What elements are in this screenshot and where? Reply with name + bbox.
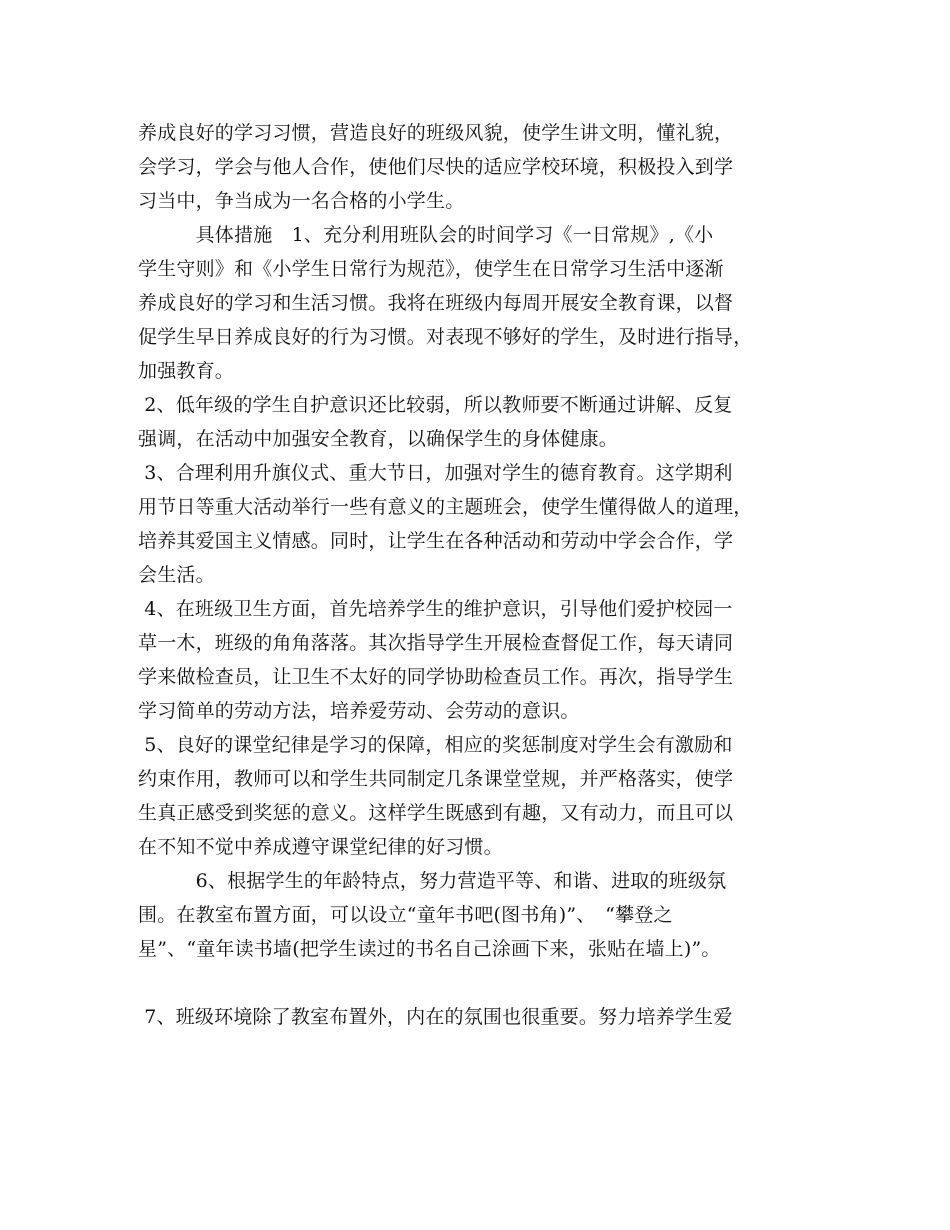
text-line: 围。在教室布置方面，可以设立“童年书吧(图书角)”、 “攀登之	[138, 904, 673, 926]
paragraph-gap	[138, 966, 838, 1000]
text-line: 养成良好的学习和生活习惯。我将在班级内每周开展安全教育课，以督	[138, 292, 734, 314]
text-line: 具体措施 1、充分利用班队会的时间学习《一日常规》,《小	[138, 224, 714, 246]
text-line: 用节日等重大活动举行一些有意义的主题班会，使学生懂得做人的道理，	[138, 496, 753, 518]
text-line: 5、良好的课堂纪律是学习的保障，相应的奖惩制度对学生会有激励和	[138, 734, 733, 756]
text-line: 培养其爱国主义情感。同时，让学生在各种活动和劳动中学会合作，学	[138, 530, 734, 552]
text-line: 6、根据学生的年龄特点，努力营造平等、和谐、进取的班级氛	[138, 870, 727, 892]
text-line: 在不知不觉中养成遵守课堂纪律的好习惯。	[138, 836, 503, 858]
text-line: 约束作用，教师可以和学生共同制定几条课堂堂规，并严格落实，使学	[138, 768, 734, 790]
text-line: 草一木，班级的角角落落。其次指导学生开展检查督促工作，每天请同	[138, 632, 734, 654]
text-line: 加强教育。	[138, 360, 235, 382]
document-body	[138, 116, 838, 1034]
text-line: 3、合理利用升旗仪式、重大节日，加强对学生的德育教育。这学期利	[138, 462, 733, 484]
text-line: 7、班级环境除了教室布置外，内在的氛围也很重要。努力培养学生爱	[138, 1006, 733, 1028]
text-line: 星”、“童年读书墙(把学生读过的书名自己涂画下来，张贴在墙上)”。	[138, 938, 721, 960]
text-line: 会学习，学会与他人合作，使他们尽快的适应学校环境，积极投入到学	[138, 156, 734, 178]
text-line: 2、低年级的学生自护意识还比较弱，所以教师要不断通过讲解、反复	[138, 394, 733, 416]
text-line: 促学生早日养成良好的行为习惯。对表现不够好的学生，及时进行指导，	[138, 326, 753, 348]
text-line: 养成良好的学习习惯，营造良好的班级风貌，使学生讲文明，懂礼貌，	[138, 122, 734, 144]
text-line: 会生活。	[138, 564, 215, 586]
text-line: 4、在班级卫生方面，首先培养学生的维护意识，引导他们爱护校园一	[138, 598, 733, 620]
text-line: 生真正感受到奖惩的意义。这样学生既感到有趣，又有动力，而且可以	[138, 802, 734, 824]
text-line: 强调，在活动中加强安全教育，以确保学生的身体健康。	[138, 428, 619, 450]
text-line: 学生守则》和《小学生日常行为规范》，使学生在日常学习生活中逐渐	[138, 258, 724, 280]
text-line: 习当中，争当成为一名合格的小学生。	[138, 190, 465, 212]
text-line: 学来做检查员，让卫生不太好的同学协助检查员工作。再次，指导学生	[138, 666, 734, 688]
text-line: 学习简单的劳动方法，培养爱劳动、会劳动的意识。	[138, 700, 580, 722]
